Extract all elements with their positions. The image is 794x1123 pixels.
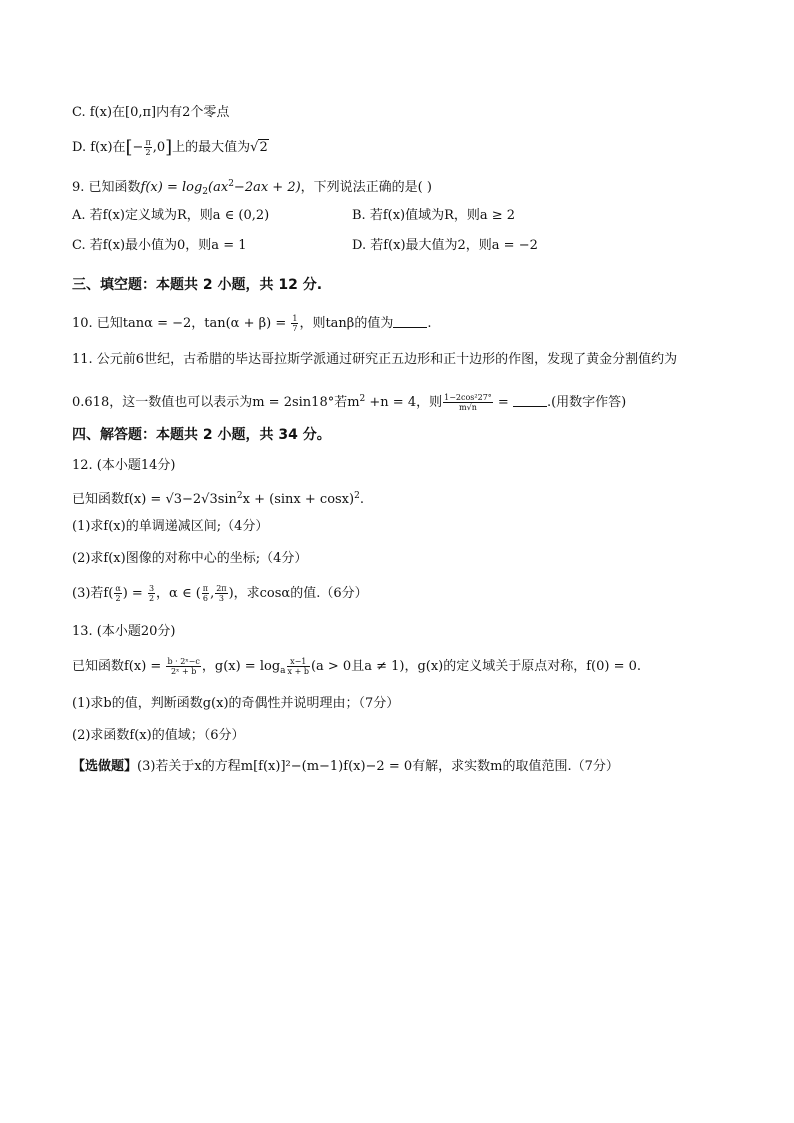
q8-option-d: D. f(x)在[− $\frac{\pi}{2}$ ,0]上的最大值为√2 [72,137,268,158]
q12-stem-end: . [359,492,364,507]
fraction-numerator: 2π [216,584,227,593]
q13-stem [72,657,641,681]
q11-line2-eq: = [493,395,513,410]
q12-part-1: (1)求f(x)的单调递减区间;（4分） [72,519,269,534]
q9-exponent: 2 [228,179,234,189]
q9-stem-suffix: ，下列说法正确的是( ) [300,180,432,195]
fraction-numerator: x−1 [287,657,310,667]
q13-fraction-2 [287,657,310,676]
section-4-title: 四、解答题：本题共 2 小题，共 34 分。 [72,427,331,443]
q8-option-d-sqrt: 2 [259,140,268,155]
q9-option-d: D. 若f(x)最大值为2，则a = −2 [352,238,538,253]
q12-p3-prefix: (3)若f( [72,586,114,601]
q10-prefix: 10. 已知tanα = −2，tan(α + β) = [72,316,291,331]
q13-header: 13. (本小题20分) [72,624,176,639]
q11-fraction [443,393,493,412]
q12-p3-eq: ) = [122,586,147,601]
fraction-numerator: 3 [148,584,155,593]
q12-stem [72,486,364,510]
q12-p3-fraction-3 [202,584,209,603]
q10-end: . [427,316,432,331]
q12-p3-fraction-1 [114,584,121,603]
q8-option-c: C. f(x)在[0,π]内有2个零点 [72,105,230,120]
q9-stem-arg-rest: −2ax + 2) [233,180,301,195]
q8-option-d-interval-end: ,0 [152,140,166,155]
fraction-numerator: π [145,138,151,147]
q12-p3-fraction-4 [215,584,227,603]
q12-p3-fraction-2 [148,584,155,603]
fraction-denominator: m√n [459,403,477,412]
fraction-denominator: 2 [145,148,151,157]
q9-log-base: 2 [202,187,209,197]
q8-option-d-fraction [144,138,151,157]
q13-log-base: a [280,666,286,676]
fraction-denominator: 6 [202,594,208,603]
q9-option-c: C. 若f(x)最小值为0，则a = 1 [72,238,247,253]
q9-stem-func: f(x) = log [140,180,203,195]
q11-line-1: 11. 公元前6世纪，古希腊的毕达哥拉斯学派通过研究正五边形和正十边形的作图，发现了黄金分割值约为 [72,352,678,367]
q11-line2-mid: +n = 4，则 [365,395,443,410]
section-3-title: 三、填空题：本题共 2 小题，共 12 分. [72,277,323,293]
q11-answer-blank[interactable] [513,394,547,407]
q12-p3-comma: , [210,586,215,601]
fraction-denominator: 2 [148,594,155,603]
q12-p3-mid: ，α ∈ ( [156,586,201,601]
fraction-denominator: 3 [218,594,224,603]
q12-part-3 [72,584,368,604]
q11-exponent: 2 [359,394,366,404]
fraction-denominator: 7 [292,324,298,333]
q13-part-2: (2)求函数f(x)的值域；（6分） [72,728,245,743]
q11-line2-prefix: 0.618，这一数值也可以表示为m = 2sin18°若m [72,395,360,410]
q13-stem-mid: ，g(x) = log [201,659,281,674]
fraction-denominator: 2 [115,594,121,603]
q9-option-b: B. 若f(x)值域为R，则a ≥ 2 [352,208,516,223]
optional-question-tag: 【选做题】 [72,759,138,774]
q11-line2-suffix: .(用数字作答) [546,395,627,410]
q9-stem [72,174,432,202]
q11-line-2 [72,389,626,413]
q10-suffix: ，则tanβ的值为 [299,316,394,331]
fraction-numerator: α [115,584,121,593]
q12-part-2: (2)求f(x)图像的对称中心的坐标;（4分） [72,551,308,566]
q12-exponent: 2 [236,491,243,501]
q13-stem-prefix: 已知函数f(x) = [72,659,166,674]
fraction-numerator: 1 [292,314,298,323]
q9-stem-arg: (ax [208,180,229,195]
q13-fraction-1 [166,657,200,676]
q9-stem-prefix: 9. 已知函数 [72,180,141,195]
q12-exponent-2: 2 [354,491,360,501]
q10 [72,314,431,334]
q13-p3-text: (3)若关于x的方程m[f(x)]²−(m−1)f(x)−2 = 0有解，求实数m的取值范围.（7分） [137,759,619,774]
q12-header: 12. (本小题14分) [72,458,176,473]
q13-part-1: (1)求b的值，判断函数g(x)的奇偶性并说明理由；（7分） [72,696,400,711]
q8-option-d-prefix: D. f(x)在 [72,140,126,155]
fraction-denominator: x + b [287,667,309,676]
fraction-numerator: 1−2cos²27° [444,393,492,402]
fraction-denominator: 2ˣ + b [170,667,197,676]
q13-part-3 [72,757,619,777]
q12-stem-prefix: 已知函数f(x) = √3−2√3sin [72,492,237,507]
q12-stem-mid: x + (sinx + cosx) [242,492,355,507]
q9-option-a: A. 若f(x)定义域为R，则a ∈ (0,2) [72,208,270,223]
q12-p3-suffix: )，求cosα的值.（6分） [228,586,368,601]
fraction-numerator: π [202,584,209,593]
q10-answer-blank[interactable] [393,315,427,328]
q8-option-d-neg: − [132,140,144,155]
fraction-numerator: b · 2ˣ−c [167,657,200,666]
q13-stem-suffix: (a > 0且a ≠ 1)，g(x)的定义域关于原点对称，f(0) = 0. [310,659,642,674]
q8-option-d-suffix: 上的最大值为 [172,140,251,155]
q10-fraction [291,314,298,333]
